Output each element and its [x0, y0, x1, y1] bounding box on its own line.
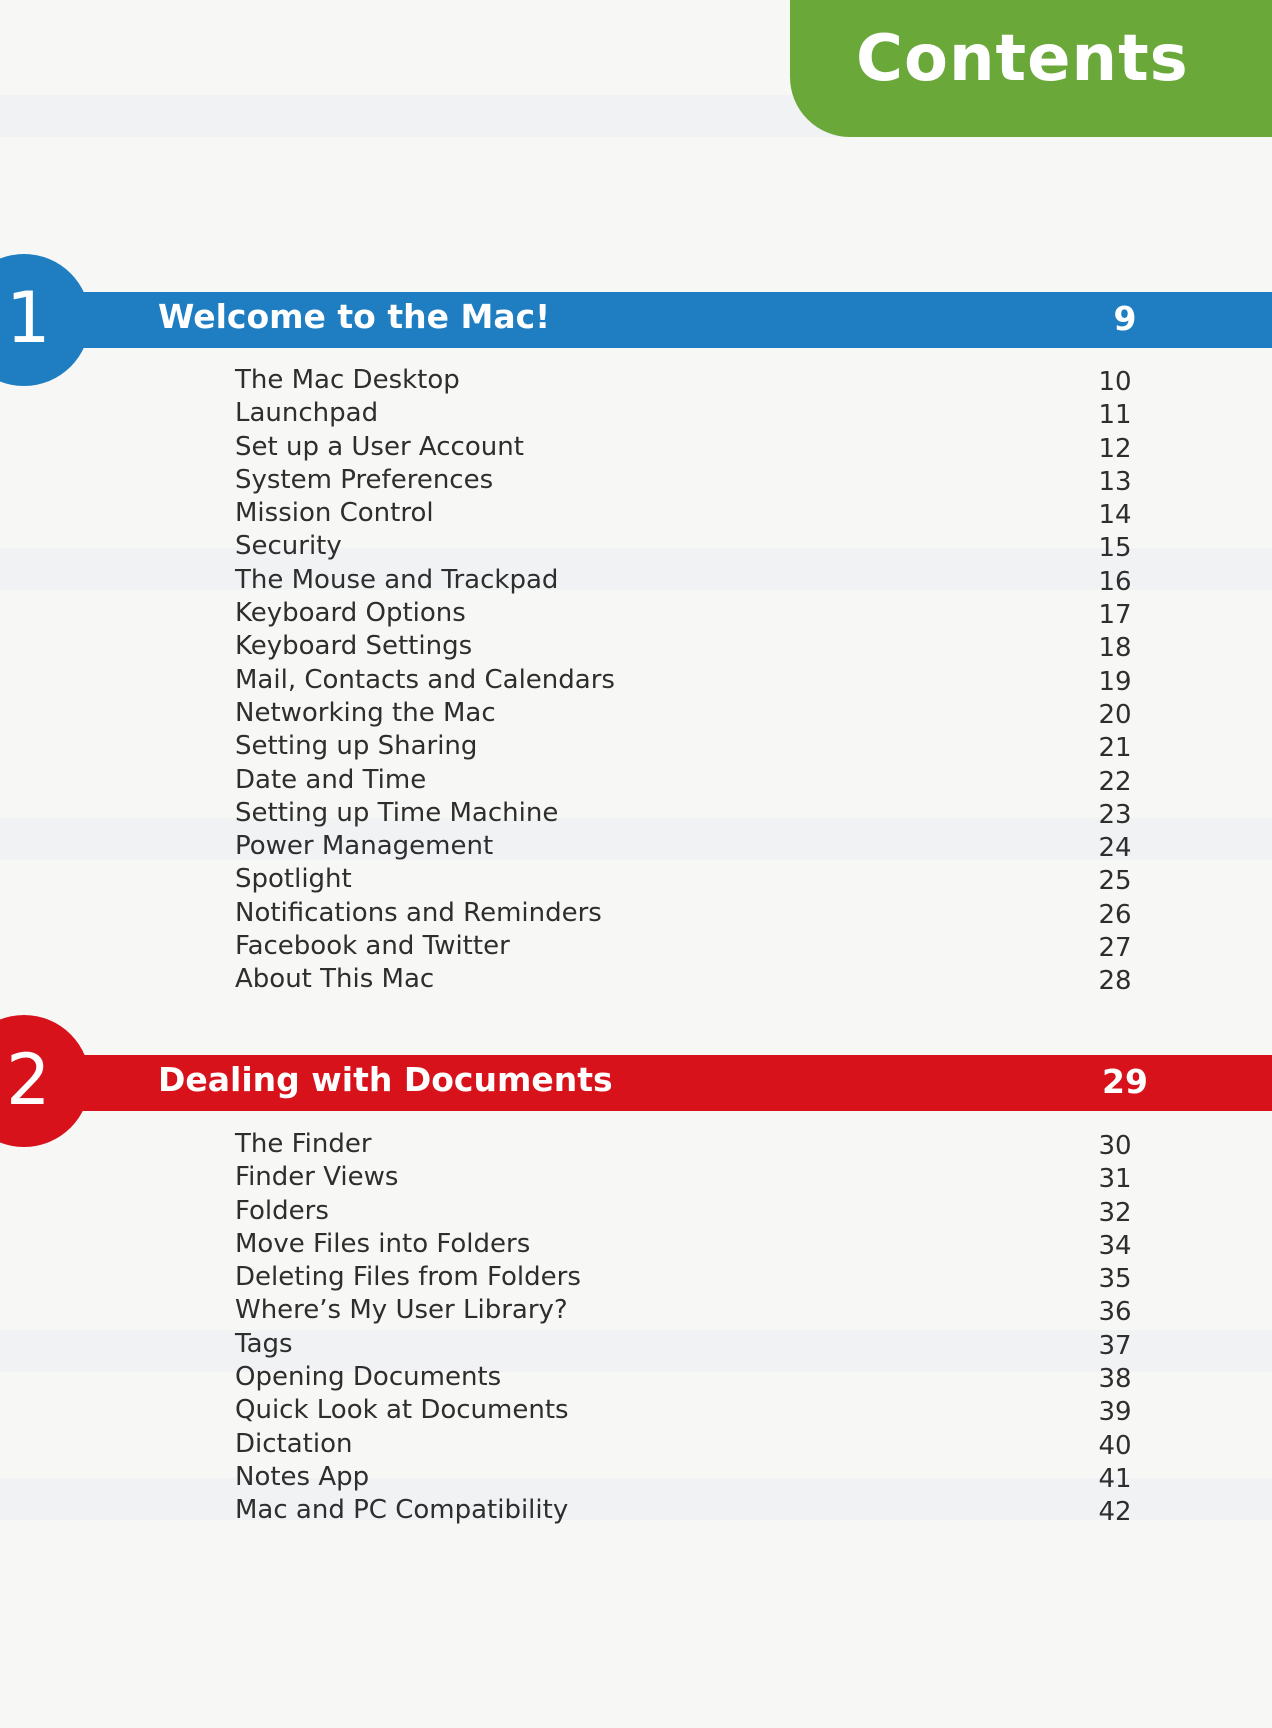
toc-entry[interactable]: [235, 365, 1145, 398]
toc-entry-label: Dictation: [235, 1428, 353, 1459]
chapter-1-entries: [235, 365, 1145, 998]
toc-entry[interactable]: [235, 531, 1145, 564]
toc-entry-page: 19: [1098, 666, 1132, 697]
toc-entry[interactable]: [235, 1162, 1145, 1195]
toc-entry-page: 16: [1098, 566, 1132, 597]
toc-entry-page: 40: [1098, 1430, 1132, 1461]
toc-entry-label: Where’s My User Library?: [235, 1295, 568, 1326]
toc-entry[interactable]: [235, 565, 1145, 598]
toc-entry[interactable]: [235, 1129, 1145, 1162]
toc-entry-label: Mail, Contacts and Calendars: [235, 664, 615, 695]
toc-entry[interactable]: [235, 665, 1145, 698]
toc-entry[interactable]: [235, 864, 1145, 897]
toc-entry-page: 18: [1098, 633, 1132, 664]
toc-entry-page: 30: [1098, 1131, 1132, 1161]
toc-entry[interactable]: [235, 1429, 1145, 1462]
toc-entry[interactable]: [235, 831, 1145, 864]
toc-entry-label: Launchpad: [235, 398, 379, 429]
toc-entry-label: Security: [235, 531, 342, 562]
toc-entry[interactable]: [235, 931, 1145, 964]
chapter-2-entries: [235, 1129, 1145, 1529]
toc-entry-page: 17: [1098, 600, 1132, 631]
toc-entry-label: Finder Views: [235, 1162, 399, 1193]
toc-entry-page: 37: [1098, 1330, 1132, 1361]
toc-entry-label: Networking the Mac: [235, 697, 496, 728]
toc-entry-page: 20: [1098, 699, 1132, 730]
toc-entry-page: 39: [1098, 1397, 1132, 1428]
toc-entry[interactable]: [235, 432, 1145, 465]
toc-entry-page: 13: [1098, 466, 1132, 497]
toc-entry[interactable]: [235, 765, 1145, 798]
toc-entry-label: Folders: [235, 1195, 329, 1226]
toc-entry-label: Keyboard Options: [235, 598, 466, 629]
toc-entry[interactable]: [235, 465, 1145, 498]
toc-entry-label: Opening Documents: [235, 1362, 502, 1393]
toc-entry[interactable]: [235, 698, 1145, 731]
toc-entry-page: 23: [1098, 799, 1132, 830]
toc-entry-page: 21: [1098, 733, 1132, 764]
toc-entry[interactable]: [235, 1262, 1145, 1295]
toc-entry-page: 32: [1098, 1197, 1132, 1228]
toc-entry-page: 41: [1098, 1463, 1132, 1494]
toc-entry-page: 11: [1098, 400, 1132, 431]
toc-entry-page: 34: [1098, 1230, 1132, 1261]
toc-entry-page: 14: [1098, 500, 1132, 531]
toc-entry-page: 31: [1098, 1164, 1132, 1195]
toc-entry[interactable]: [235, 631, 1145, 664]
toc-entry-label: Setting up Sharing: [235, 731, 478, 762]
toc-entry-label: Notifications and Reminders: [235, 897, 602, 928]
toc-entry-page: 27: [1098, 933, 1132, 964]
toc-entry-page: 26: [1098, 899, 1132, 930]
toc-entry-label: Deleting Files from Folders: [235, 1262, 581, 1293]
toc-entry-page: 42: [1098, 1497, 1132, 1528]
toc-entry[interactable]: [235, 598, 1145, 631]
chapter-1-title: Welcome to the Mac!: [158, 297, 551, 336]
toc-entry[interactable]: [235, 1196, 1145, 1229]
chapter-1-page: 9: [1113, 299, 1137, 338]
chapter-2-title: Dealing with Documents: [158, 1060, 613, 1099]
toc-entry-page: 28: [1098, 966, 1132, 997]
toc-entry-label: Spotlight: [235, 864, 352, 895]
toc-entry[interactable]: [235, 498, 1145, 531]
toc-entry-page: 38: [1098, 1364, 1132, 1395]
chapter-2-page: 29: [1102, 1062, 1148, 1101]
toc-entry-label: About This Mac: [235, 964, 435, 995]
toc-entry[interactable]: [235, 798, 1145, 831]
toc-entry[interactable]: [235, 1295, 1145, 1328]
toc-entry[interactable]: [235, 964, 1145, 997]
toc-entry[interactable]: [235, 898, 1145, 931]
toc-entry[interactable]: [235, 1329, 1145, 1362]
toc-entry[interactable]: [235, 1395, 1145, 1428]
toc-entry-label: Power Management: [235, 831, 494, 862]
toc-entry-label: Facebook and Twitter: [235, 931, 510, 962]
toc-entry-label: The Mouse and Trackpad: [235, 564, 559, 595]
toc-entry-label: Move Files into Folders: [235, 1228, 531, 1259]
toc-entry-label: Setting up Time Machine: [235, 797, 559, 828]
toc-entry-label: Tags: [235, 1328, 293, 1359]
chapter-2-number: 2: [6, 1039, 51, 1121]
toc-entry-label: The Mac Desktop: [235, 365, 460, 395]
toc-entry-label: Date and Time: [235, 764, 427, 795]
toc-entry-page: 12: [1098, 433, 1132, 464]
page-title: Contents: [856, 22, 1189, 96]
toc-entry-label: System Preferences: [235, 464, 494, 495]
toc-entry-page: 24: [1098, 833, 1132, 864]
toc-entry[interactable]: [235, 731, 1145, 764]
toc-entry-label: Set up a User Account: [235, 431, 524, 462]
toc-entry[interactable]: [235, 1462, 1145, 1495]
toc-entry-page: 36: [1098, 1297, 1132, 1328]
toc-entry-page: 10: [1098, 367, 1132, 397]
toc-entry-page: 15: [1098, 533, 1132, 564]
toc-entry-label: Notes App: [235, 1461, 370, 1492]
toc-entry[interactable]: [235, 1362, 1145, 1395]
toc-entry[interactable]: [235, 1229, 1145, 1262]
toc-entry-label: Quick Look at Documents: [235, 1395, 569, 1426]
toc-entry[interactable]: [235, 1495, 1145, 1528]
toc-entry-label: Mac and PC Compatibility: [235, 1495, 569, 1526]
toc-entry-page: 22: [1098, 766, 1132, 797]
toc-entry-page: 25: [1098, 866, 1132, 897]
toc-entry-label: Keyboard Settings: [235, 631, 473, 662]
toc-entry-page: 35: [1098, 1264, 1132, 1295]
toc-entry-label: The Finder: [235, 1129, 372, 1159]
chapter-1-number: 1: [6, 277, 51, 359]
toc-entry[interactable]: [235, 398, 1145, 431]
toc-entry-label: Mission Control: [235, 498, 434, 529]
